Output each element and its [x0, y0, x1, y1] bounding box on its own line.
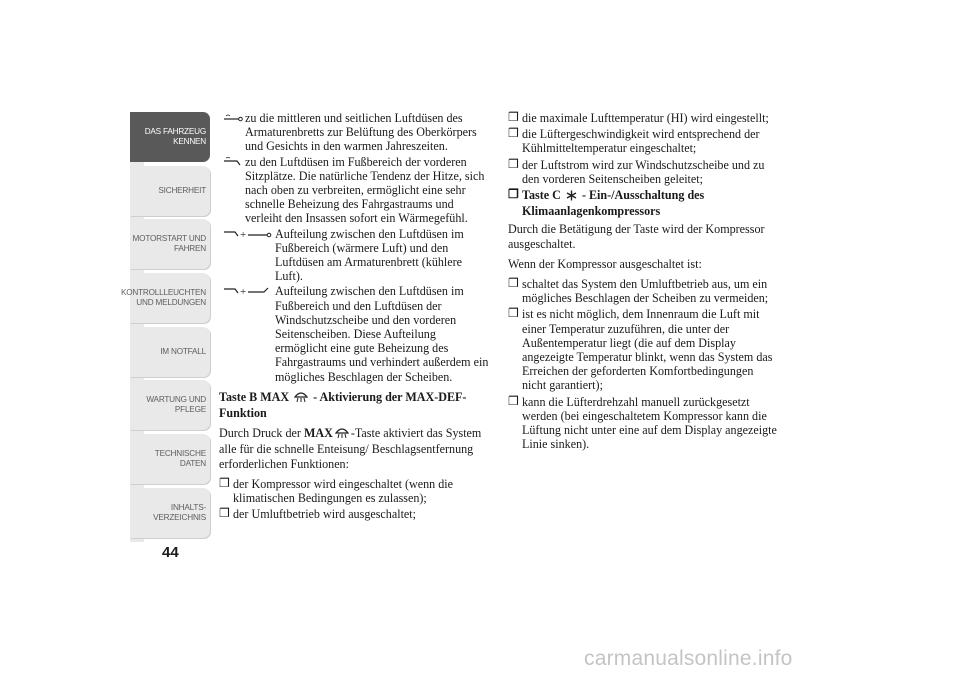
bullet-box-icon: ❒ [508, 187, 519, 202]
paragraph-compressor-1: Durch die Betätigung der Taste wird der Kompressor ausgeschaltet. [508, 222, 765, 251]
list-item: ❒ ist es nicht möglich, dem Innenraum die Luft mit einer Temperatur zuzuführen, die unter der Außentemperatur liegt (die auf dem Display angezeigte Temperatur blinkt, wenn das System das Erreichen der geforderten Komfortbedingungen nicht garantiert); [508, 306, 773, 393]
bullet-box-icon: ❒ [508, 110, 519, 124]
tab-sicherheit[interactable]: SICHERHEIT [130, 166, 210, 216]
airflow-feet-icon [223, 156, 243, 170]
air-item-text: Aufteilung zwischen den Luftdüsen im Fußbereich und den Luftdüsen der Windschutzscheibe und den vorderen Seitenscheiben. Diese Aufteilung ermöglicht eine gute Beheizung des Fahrgastraums und verhindert außerdem ein mögliches Beschlagen der Scheiben. [275, 284, 489, 384]
section-heading-max-def: Taste B MAX - Aktivierung der MAX-DEF-Funktion [219, 389, 467, 421]
air-item-feet-windshield [219, 284, 491, 383]
tab-motorstart-und-fahren[interactable]: MOTORSTART UND FAHREN [130, 219, 210, 269]
bullet-box-icon: ❒ [508, 393, 519, 408]
svg-text:+: + [240, 228, 247, 240]
airflow-feet-windshield-icon [223, 285, 273, 300]
right-column [508, 111, 780, 453]
max-def-icon [335, 427, 349, 442]
air-item-feet [219, 155, 491, 226]
list-item: ❒ der Kompressor wird eingeschaltet (wenn die klimatischen Bedingungen es zulassen); [219, 475, 453, 506]
list-item: ❒ der Umluftbetrieb wird ausgeschaltet; [219, 506, 417, 522]
section-heading-compressor: ❒ Taste C - Ein-/Ausschaltung des Klimaanlagenkompressors [508, 187, 705, 219]
bullet-box-icon: ❒ [508, 126, 519, 141]
list-item: ❒ der Luftstrom wird zur Windschutzscheibe und zu den vorderen Seitenscheiben geleitet; [508, 156, 765, 186]
tab-kontrollleuchten[interactable]: KONTROLLLEUCHTEN UND MELDUNGEN [130, 273, 210, 323]
list-item: ❒ die maximale Lufttemperatur (HI) wird eingestellt; [508, 110, 769, 125]
tab-technische-daten[interactable]: TECHNISCHE DATEN [130, 434, 210, 484]
tab-das-fahrzeug-kennen[interactable]: DAS FAHRZEUG KENNEN [130, 112, 210, 162]
snowflake-icon [566, 190, 577, 204]
tab-inhaltsverzeichnis[interactable]: INHALTS- VERZEICHNIS [130, 488, 210, 538]
list-item: ❒ die Lüftergeschwindigkeit wird entsprechend der Kühlmitteltemperatur eingeschaltet; [508, 126, 760, 156]
air-item-face [219, 111, 491, 154]
bullet-box-icon: ❒ [219, 475, 230, 490]
bullet-box-icon: ❒ [508, 306, 519, 321]
paragraph-compressor-2: Wenn der Kompressor ausgeschaltet ist: [508, 256, 702, 271]
bullet-box-icon: ❒ [219, 506, 230, 521]
paragraph-max-intro: Durch Druck der MAX -Taste aktiviert das System alle für die schnelle Enteisung/ Beschlagsentfernung erforderlichen Funktionen: [219, 426, 482, 471]
page-number: 44 [162, 544, 179, 561]
air-item-text: Aufteilung zwischen den Luftdüsen im Fußbereich (wärmere Luft) und den Luftdüsen am Armaturenbrett (kühlere Luft). [275, 226, 464, 284]
left-column [219, 111, 491, 523]
svg-text:+: + [240, 286, 247, 298]
max-def-icon [294, 391, 308, 406]
air-item-feet-face [219, 227, 491, 284]
air-item-text: zu den Luftdüsen im Fußbereich der vorderen Sitzplätze. Die natürliche Tendenz der Hitze, sich nach oben zu verbreiten, ermöglicht eine sehr schnelle Beheizung des Fahrgastraums und verleiht den Insassen sofort ein Wärmegefühl. [245, 154, 485, 226]
tab-im-notfall[interactable]: IM NOTFALL [130, 327, 210, 377]
airflow-feet-face-icon [223, 228, 273, 243]
watermark: carmanualsonline.info [584, 647, 793, 670]
airflow-face-icon [223, 112, 243, 126]
chapter-tabs [120, 112, 210, 542]
list-item: ❒ schaltet das System den Umluftbetrieb aus, um ein mögliches Beschlagen der Scheiben zu vermeiden; [508, 276, 769, 306]
list-item: ❒ kann die Lüfterdrehzahl manuell zurückgesetzt werden (bei eingeschaltetem Kompressor kann die Lüftung nicht unter eine auf dem Display angezeigte Linie sinken). [508, 393, 777, 452]
air-item-text: zu die mittleren und seitlichen Luftdüsen des Armaturenbretts zur Belüftung des Oberkörpers und Gesichts in den warmen Jahreszeiten. [245, 111, 477, 154]
bullet-box-icon: ❒ [508, 156, 519, 171]
tab-wartung-und-pflege[interactable]: WARTUNG UND PFLEGE [130, 380, 210, 430]
bullet-box-icon: ❒ [508, 276, 519, 291]
